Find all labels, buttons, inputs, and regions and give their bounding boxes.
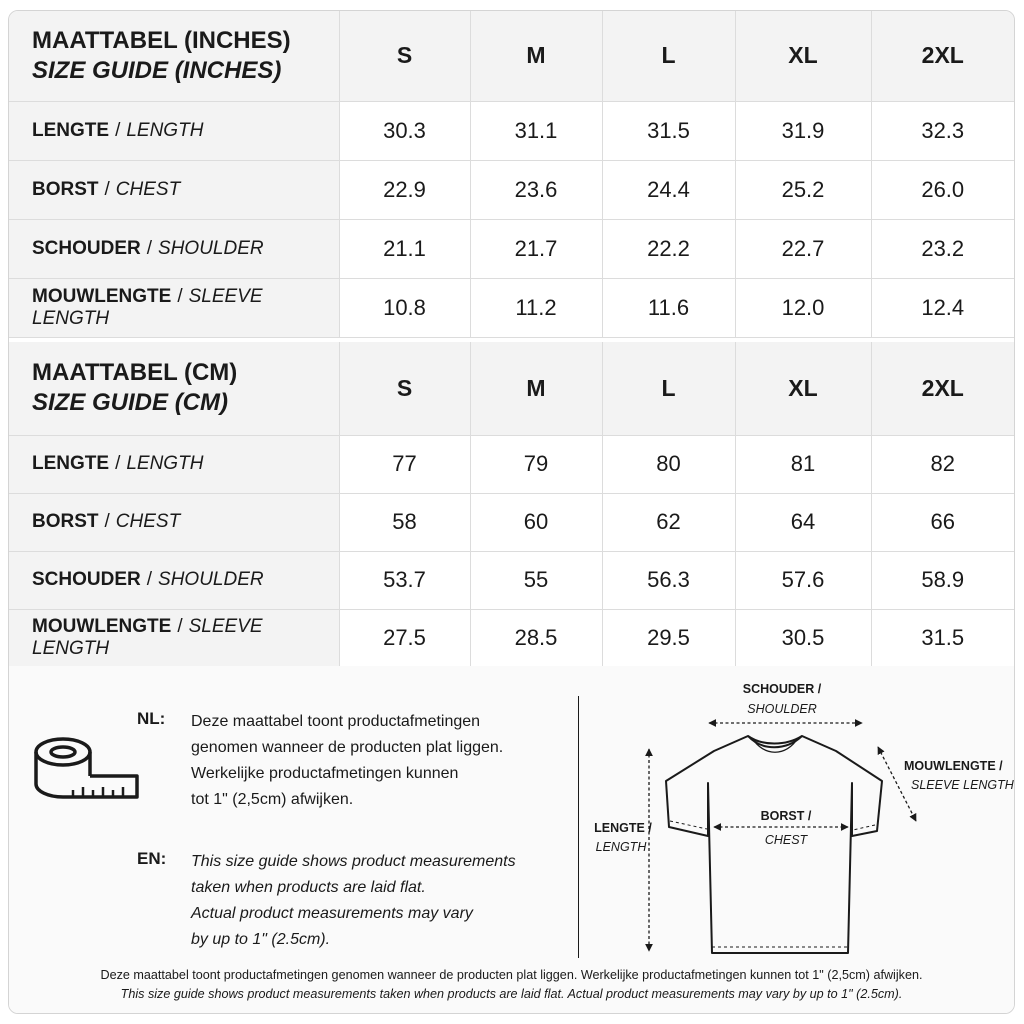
row-label: MOUWLENGTE / SLEEVE LENGTH: [9, 278, 339, 337]
table-cell: 27.5: [339, 609, 470, 667]
table-cell: 12.4: [871, 278, 1014, 337]
table-row: [9, 435, 1014, 493]
table-cell: 28.5: [470, 609, 602, 667]
table-row: [9, 609, 1014, 667]
size-header-s: S: [339, 342, 470, 435]
row-label: MOUWLENGTE / SLEEVE LENGTH: [9, 609, 339, 667]
shoulder-label-nl: SCHOUDER /: [742, 682, 822, 696]
row-label-en: SLEEVE LENGTH: [32, 285, 263, 329]
notes-section: [9, 666, 1014, 1014]
size-header-m: M: [470, 11, 602, 101]
row-label-en: CHEST: [115, 511, 181, 532]
table-cell: 22.2: [602, 219, 735, 278]
note-code-en: EN:: [137, 849, 167, 868]
table-cell: 31.9: [735, 101, 871, 160]
table-cell: 10.8: [339, 278, 470, 337]
title-nl: MAATTABEL (INCHES): [32, 26, 291, 54]
note-line: taken when products are laid flat.: [191, 879, 426, 896]
table-cell: 23.2: [871, 219, 1014, 278]
table-cell: 24.4: [602, 160, 735, 219]
table-cell: 21.7: [470, 219, 602, 278]
note-line: genomen wanneer de producten plat liggen.: [191, 739, 504, 756]
table-cell: 23.6: [470, 160, 602, 219]
table-cell: 62: [602, 493, 735, 551]
table-header-row: [9, 342, 1014, 435]
title-en: SIZE GUIDE (CM): [32, 389, 228, 417]
note-line: by up to 1" (2.5cm).: [191, 931, 331, 948]
table-cell: 31.5: [602, 101, 735, 160]
row-label-nl: SCHOUDER: [32, 237, 141, 259]
footer-text-nl: Deze maattabel toont productafmetingen genomen wanneer de producten plat liggen. Werkelijke productafmetingen kunnen tot 1" (2,5cm) afwijken.: [100, 968, 923, 982]
table-cell: 79: [470, 435, 602, 493]
table-cell: 22.9: [339, 160, 470, 219]
table-cell: 11.2: [470, 278, 602, 337]
row-label-en: LENGTH: [126, 453, 204, 474]
table-cell: 31.1: [470, 101, 602, 160]
row-label: LENGTE / LENGTH: [9, 101, 339, 160]
row-label-en: CHEST: [115, 178, 181, 200]
note-line: Werkelijke productafmetingen kunnen: [191, 765, 459, 782]
size-header-2xl: 2XL: [871, 11, 1014, 101]
length-label-en: LENGTH: [595, 840, 647, 854]
table-cell: 32.3: [871, 101, 1014, 160]
measuring-tape-icon: [33, 734, 141, 814]
table-cell: 57.6: [735, 551, 871, 609]
row-label-nl: SCHOUDER: [32, 569, 141, 590]
size-header-m: M: [470, 342, 602, 435]
row-label-nl: MOUWLENGTE: [32, 616, 172, 637]
size-header-l: L: [602, 342, 735, 435]
note-code-nl: NL:: [137, 709, 166, 728]
table-cell: 22.7: [735, 219, 871, 278]
row-label: SCHOUDER / SHOULDER: [9, 551, 339, 609]
table-row: [9, 219, 1014, 278]
row-label: BORST / CHEST: [9, 160, 339, 219]
size-table-cm: [9, 342, 1014, 668]
chest-label-en: CHEST: [764, 833, 808, 847]
table-cell: 77: [339, 435, 470, 493]
note-text-en: [191, 849, 571, 953]
t-shirt-diagram: [582, 671, 1014, 971]
row-label-nl: MOUWLENGTE: [32, 285, 172, 307]
table-cell: 60: [470, 493, 602, 551]
row-label-nl: LENGTE: [32, 119, 110, 141]
length-label-nl: LENGTE /: [594, 821, 652, 835]
table-cell: 64: [735, 493, 871, 551]
table-cell: 31.5: [871, 609, 1014, 667]
row-label-nl: BORST: [32, 178, 99, 200]
row-label-en: SHOULDER: [158, 237, 264, 259]
row-label-en: SLEEVE LENGTH: [32, 616, 263, 659]
table-cell: 12.0: [735, 278, 871, 337]
table-title: [9, 342, 339, 435]
row-label-nl: BORST: [32, 511, 99, 532]
table-cell: 30.3: [339, 101, 470, 160]
row-label: LENGTE / LENGTH: [9, 435, 339, 493]
title-nl: MAATTABEL (CM): [32, 359, 238, 387]
chest-label-nl: BORST /: [760, 809, 812, 823]
row-label-nl: LENGTE: [32, 453, 110, 474]
shoulder-label-en: SHOULDER: [747, 702, 817, 716]
row-label: BORST / CHEST: [9, 493, 339, 551]
size-header-2xl: 2XL: [871, 342, 1014, 435]
table-row: [9, 101, 1014, 160]
note-line: Actual product measurements may vary: [191, 905, 473, 922]
table-title: [9, 11, 339, 101]
sleeve-label-en: SLEEVE LENGTH: [911, 778, 1014, 792]
table-cell: 29.5: [602, 609, 735, 667]
table-cell: 55: [470, 551, 602, 609]
table-cell: 80: [602, 435, 735, 493]
title-en: SIZE GUIDE (INCHES): [32, 56, 282, 84]
footer-text-en: This size guide shows product measurements taken when products are laid flat. Actual product measurements may vary by up to 1" (2.5cm).: [120, 987, 903, 1001]
note-text-nl: [191, 709, 571, 813]
table-row: [9, 493, 1014, 551]
note-line: This size guide shows product measurements: [191, 853, 516, 870]
size-header-xl: XL: [735, 11, 871, 101]
size-table-inches: [9, 11, 1014, 338]
table-header-row: [9, 11, 1014, 101]
table-cell: 66: [871, 493, 1014, 551]
row-label: SCHOUDER / SHOULDER: [9, 219, 339, 278]
table-cell: 30.5: [735, 609, 871, 667]
table-cell: 21.1: [339, 219, 470, 278]
size-guide-card: [8, 10, 1015, 1014]
table-cell: 11.6: [602, 278, 735, 337]
notes-divider: [578, 696, 579, 958]
table-row: [9, 278, 1014, 337]
size-header-s: S: [339, 11, 470, 101]
table-cell: 81: [735, 435, 871, 493]
note-line: Deze maattabel toont productafmetingen: [191, 713, 481, 730]
size-header-l: L: [602, 11, 735, 101]
table-cell: 82: [871, 435, 1014, 493]
table-cell: 53.7: [339, 551, 470, 609]
row-label-en: SHOULDER: [158, 569, 264, 590]
table-cell: 25.2: [735, 160, 871, 219]
note-line: tot 1" (2,5cm) afwijken.: [191, 791, 354, 808]
table-cell: 56.3: [602, 551, 735, 609]
table-cell: 58: [339, 493, 470, 551]
table-cell: 26.0: [871, 160, 1014, 219]
row-label-en: LENGTH: [126, 119, 204, 141]
table-row: [9, 551, 1014, 609]
sleeve-label-nl: MOUWLENGTE /: [904, 759, 1003, 773]
table-cell: 58.9: [871, 551, 1014, 609]
size-header-xl: XL: [735, 342, 871, 435]
footer-disclaimer: [9, 966, 1014, 1004]
table-row: [9, 160, 1014, 219]
